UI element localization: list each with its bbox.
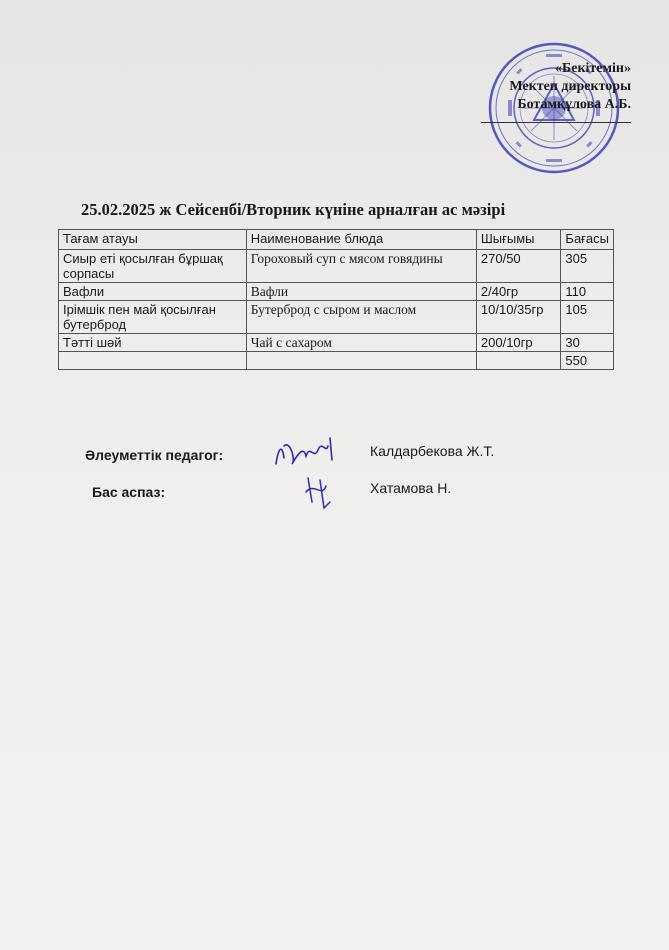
empty-cell (476, 352, 561, 370)
pedagog-name: Калдарбекова Ж.Т. (370, 443, 495, 459)
dish-price: 110 (561, 283, 614, 301)
dish-yield: 10/10/35гр (476, 301, 561, 334)
approval-signature-line (481, 122, 631, 123)
pedagog-signature (270, 430, 340, 472)
dish-yield: 2/40гр (476, 283, 561, 301)
col-header-price: Бағасы (561, 230, 614, 250)
dish-price: 105 (561, 301, 614, 334)
dish-yield: 270/50 (476, 250, 561, 283)
dish-ru: Вафли (246, 283, 476, 301)
dish-yield: 200/10гр (476, 334, 561, 352)
dish-ru: Бутерброд с сыром и маслом (246, 301, 476, 334)
dish-kz: Ірімшік пен май қосылған бутерброд (59, 301, 247, 334)
col-header-kz: Тағам атауы (59, 230, 247, 250)
total-price: 550 (561, 352, 614, 370)
approval-name: Ботамқұлова А.Б. (517, 97, 631, 112)
empty-cell (246, 352, 476, 370)
col-header-yield: Шығымы (476, 230, 561, 250)
table-row (59, 301, 614, 334)
pedagog-label: Әлеуметтік педагог: (85, 447, 224, 463)
dish-kz: Вафли (59, 283, 247, 301)
approval-heading: «Бекітемін» (554, 61, 631, 76)
cook-signature (300, 472, 336, 512)
cook-name: Хатамова Н. (370, 480, 452, 496)
dish-ru: Чай с сахаром (246, 334, 476, 352)
dish-price: 305 (561, 250, 614, 283)
menu-title: 25.02.2025 ж Сейсенбі/Вторник күніне арналған ас мәзірі (81, 200, 506, 219)
approval-block (509, 60, 631, 114)
table-row (59, 334, 614, 352)
dish-kz: Тәтті шәй (59, 334, 247, 352)
table-row (59, 250, 614, 283)
dish-kz: Сиыр еті қосылған бұршақ сорпасы (59, 250, 247, 283)
table-row (59, 283, 614, 301)
approval-position: Мектеп директоры (509, 79, 631, 94)
table-header-row (59, 230, 614, 250)
empty-cell (59, 352, 247, 370)
dish-ru: Гороховый суп с мясом говядины (246, 250, 476, 283)
menu-table (58, 229, 614, 370)
dish-price: 30 (561, 334, 614, 352)
cook-label: Бас аспаз: (92, 484, 166, 500)
table-total-row (59, 352, 614, 370)
col-header-ru: Наименование блюда (246, 230, 476, 250)
